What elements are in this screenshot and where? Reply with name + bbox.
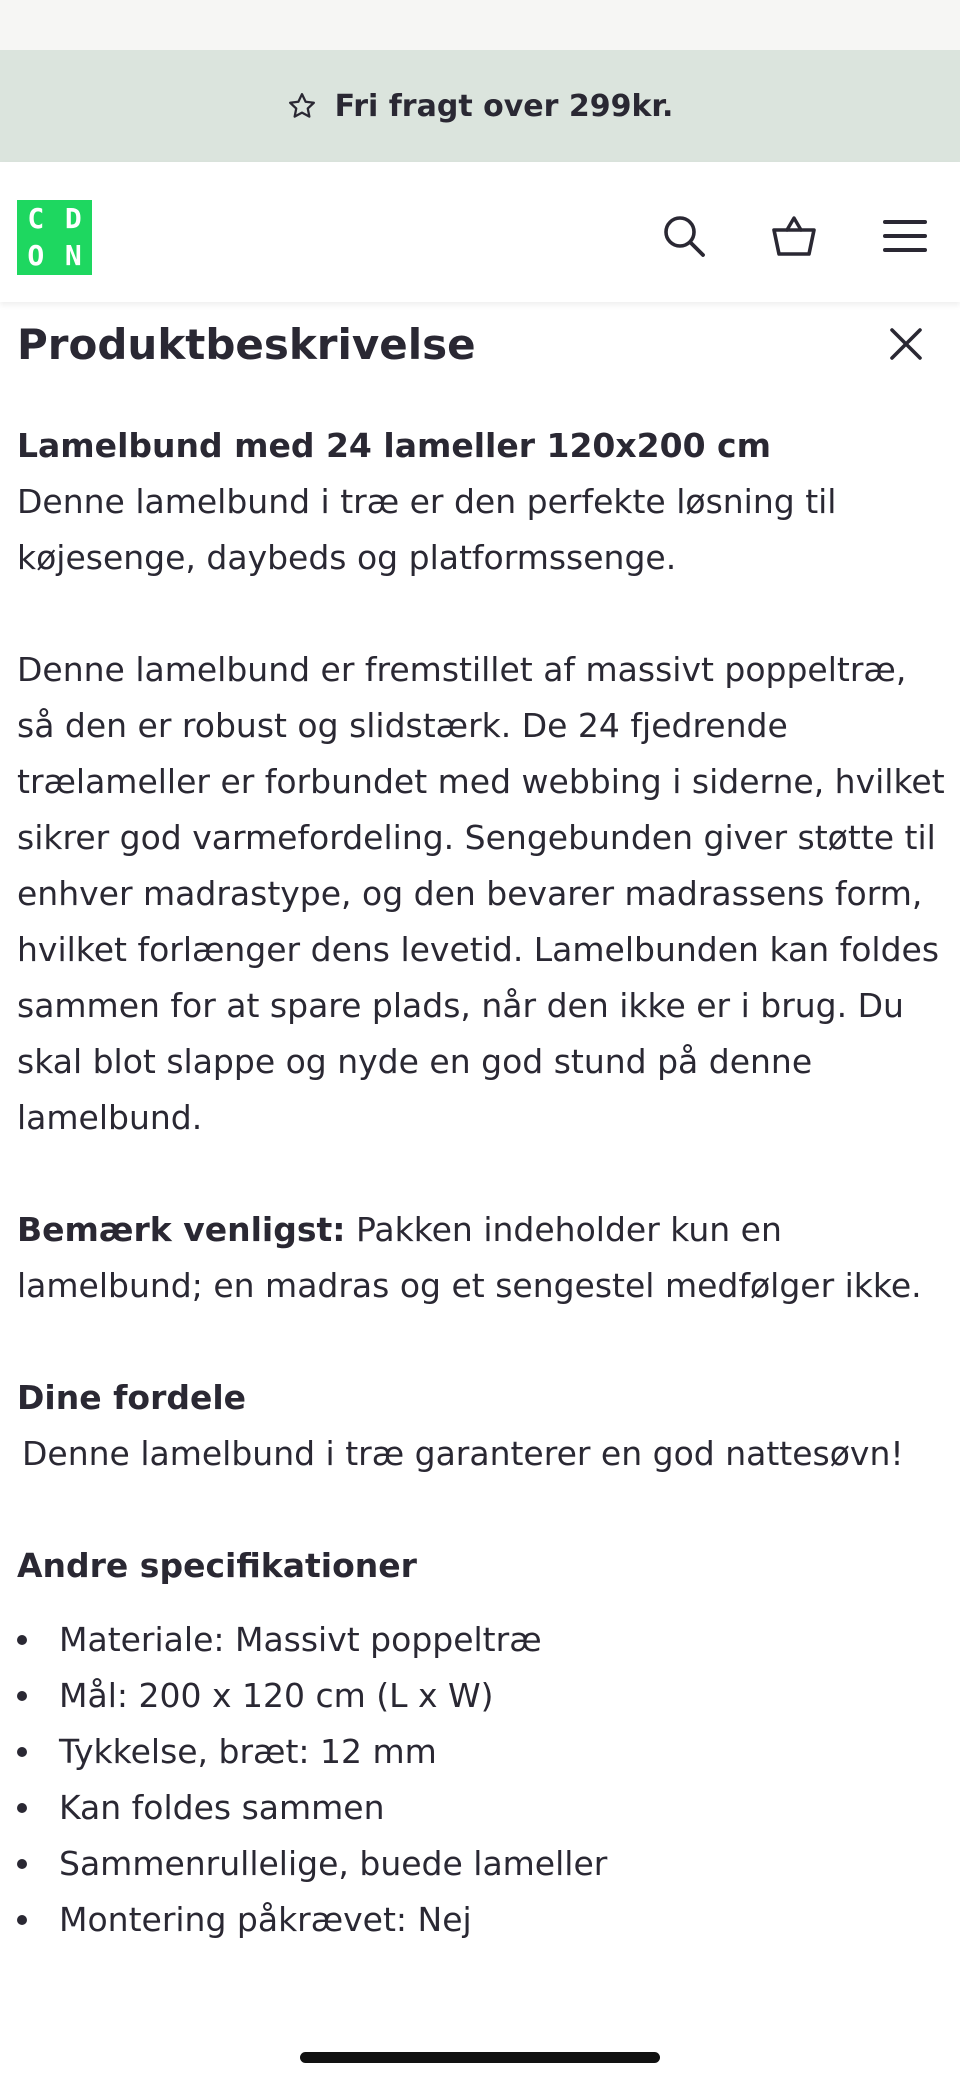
menu-button[interactable]: [877, 208, 933, 264]
specs-heading: Andre specifikationer: [17, 1546, 417, 1585]
panel-title: Produktbeskrivelse: [17, 320, 476, 369]
logo-letter: N: [64, 239, 82, 273]
logo-letter: D: [64, 201, 82, 235]
basket-icon: [770, 212, 818, 260]
description-heading: Lamelbund med 24 lameller 120x200 cm: [17, 426, 771, 465]
specs-list: [17, 1612, 947, 1948]
note-label: Bemærk venligst:: [17, 1210, 346, 1249]
spec-item: Sammenrullelige, buede lameller: [17, 1836, 947, 1892]
hamburger-menu-icon: [882, 216, 928, 256]
star-outline-icon: [287, 91, 317, 121]
description-body: Denne lamelbund er fremstillet af massivt poppeltræ, så den er robust og slidstærk. De 24 fjedrende trælameller er forbundet med webbing i siderne, hvilket sikrer god varmefordeling. Sengebunden giver støtte til enhver madrastype, og den bevarer madrassens form, hvilket forlænger dens levetid. Lamelbunden kan foldes sammen for at spare plads, når den ikke er i brug. Du skal blot slappe og nyde en god stund på denne lamelbund.: [17, 650, 945, 1137]
spec-item: Kan foldes sammen: [17, 1780, 947, 1836]
spec-item: Montering påkrævet: Nej: [17, 1892, 947, 1948]
logo-letter: C: [27, 201, 45, 235]
home-indicator[interactable]: [300, 2052, 660, 2063]
status-bar: [0, 0, 960, 50]
description-intro: Denne lamelbund i træ er den perfekte løsning til køjesenge, daybeds og platformssenge.: [17, 482, 837, 577]
promo-banner: [0, 50, 960, 162]
spec-item: Mål: 200 x 120 cm (L x W): [17, 1668, 947, 1724]
spec-item: Materiale: Massivt poppeltræ: [17, 1612, 947, 1668]
site-header: [0, 162, 960, 302]
benefits-heading: Dine fordele: [17, 1378, 247, 1417]
note-text: Pakken indeholder kun en lamelbund; en madras og et sengestel medfølger ikke.: [17, 1210, 922, 1305]
description-note: [17, 1202, 947, 1314]
logo-letter: O: [27, 239, 45, 273]
cdon-logo[interactable]: [17, 200, 92, 275]
search-icon: [660, 212, 708, 260]
search-button[interactable]: [656, 208, 712, 264]
close-icon: [889, 327, 923, 361]
promo-text: Fri fragt over 299kr.: [334, 88, 674, 124]
benefits-text: Denne lamelbund i træ garanterer en god nattesøvn!: [22, 1434, 904, 1473]
cart-button[interactable]: [766, 208, 822, 264]
spec-item: Tykkelse, bræt: 12 mm: [17, 1724, 947, 1780]
close-button[interactable]: [884, 322, 928, 366]
product-description: [17, 418, 947, 1948]
